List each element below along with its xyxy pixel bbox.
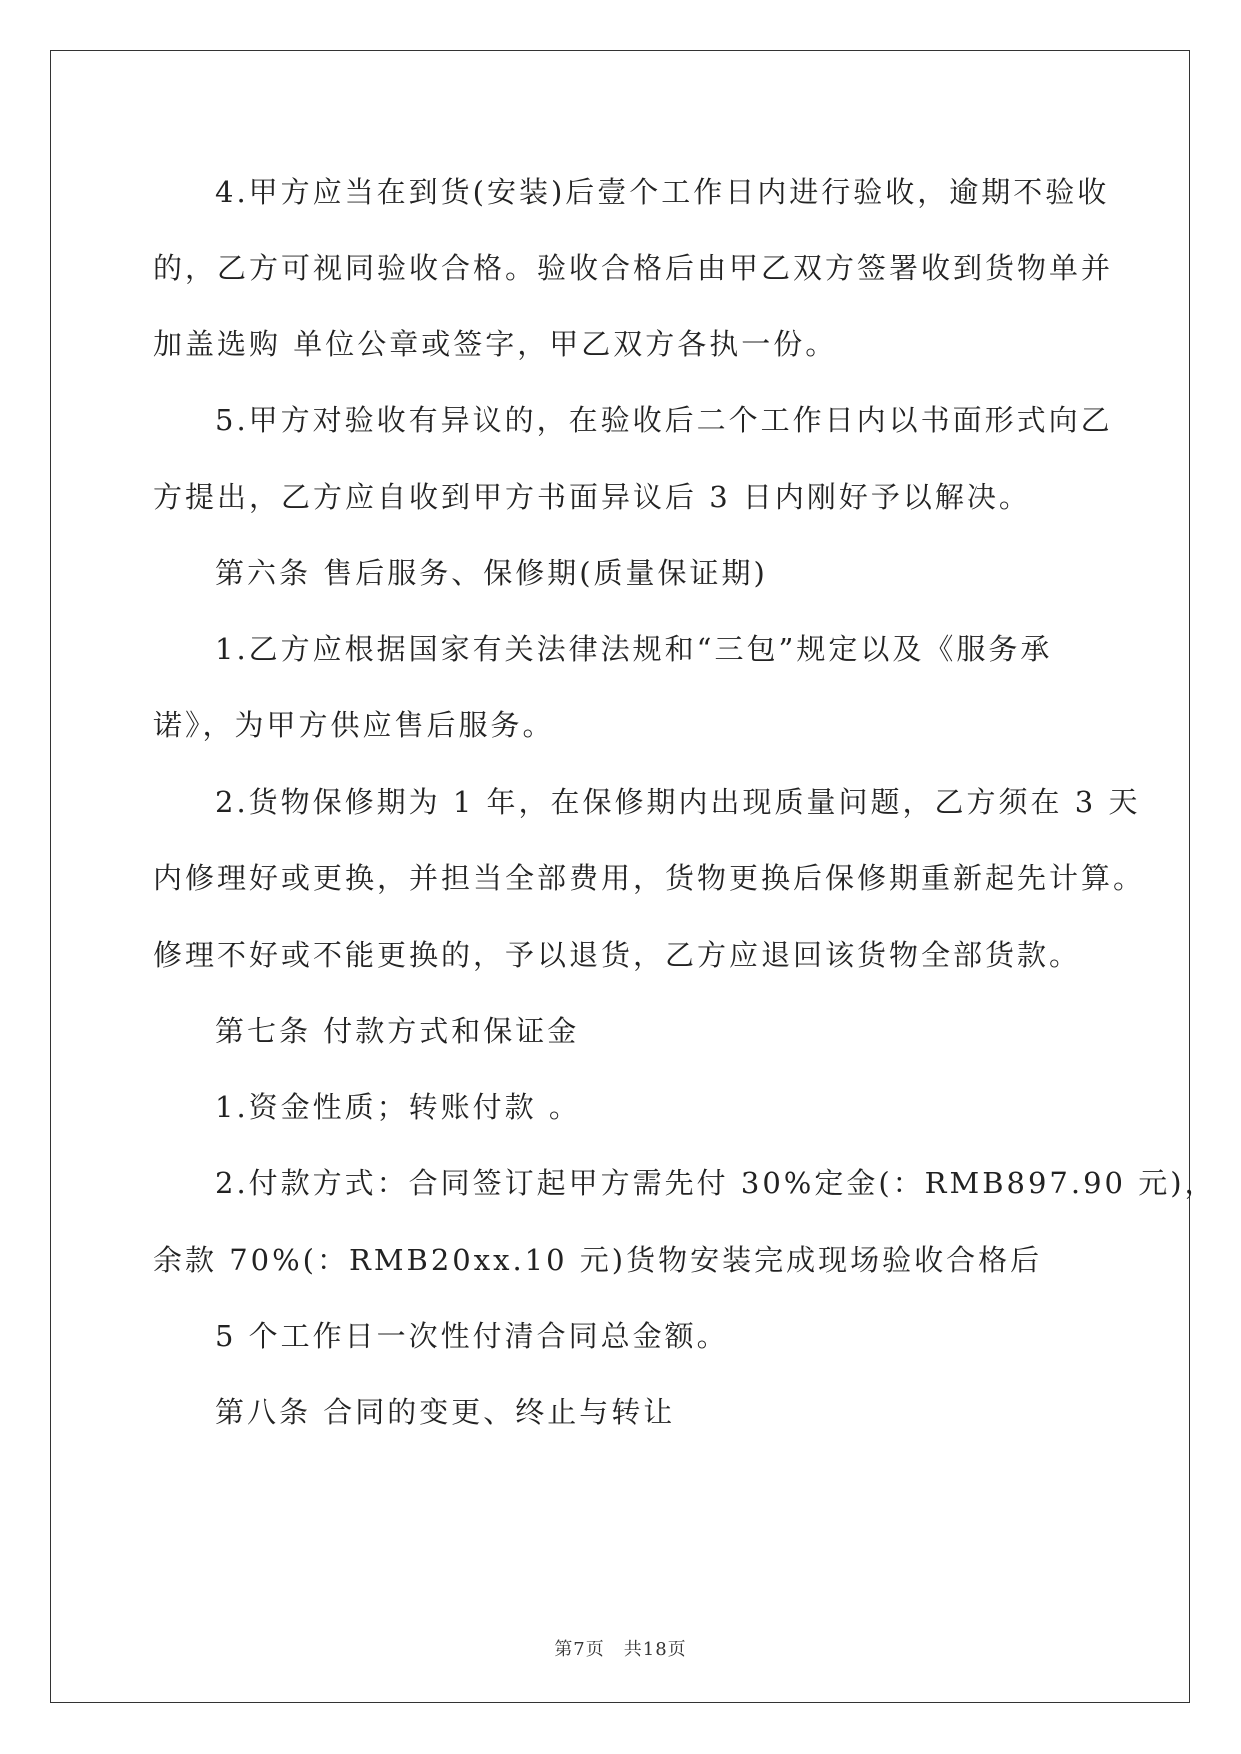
text-line-13: 1.资金性质；转账付款 。 <box>215 1090 581 1124</box>
section-heading-6: 第六条 售后服务、保修期(质量保证期) <box>215 556 768 590</box>
text-line-3: 加盖选购 单位公章或签字，甲乙双方各执一份。 <box>153 327 838 361</box>
page-number-footer: 第7页 共18页 <box>554 1639 687 1660</box>
text-line-9: 2.货物保修期为 1 年，在保修期内出现质量问题，乙方须在 3 天 <box>215 785 1141 819</box>
text-line-16: 5 个工作日一次性付清合同总金额。 <box>215 1319 729 1353</box>
text-line-11: 修理不好或不能更换的，予以退货，乙方应退回该货物全部货款。 <box>153 938 1082 972</box>
text-line-4: 5.甲方对验收有异议的，在验收后二个工作日内以书面形式向乙 <box>215 403 1113 437</box>
section-heading-8: 第八条 合同的变更、终止与转让 <box>215 1395 676 1429</box>
text-line-8: 诺》，为甲方供应售后服务。 <box>153 708 555 742</box>
text-line-10: 内修理好或更换，并担当全部费用，货物更换后保修期重新起先计算。 <box>153 861 1146 895</box>
text-line-5: 方提出，乙方应自收到甲方书面异议后 3 日内刚好予以解决。 <box>153 480 1031 514</box>
section-heading-7: 第七条 付款方式和保证金 <box>215 1014 580 1048</box>
text-line-2: 的，乙方可视同验收合格。验收合格后由甲乙双方签署收到货物单并 <box>153 251 1114 285</box>
text-line-15: 余款 70%(：RMB20xx.10 元)货物安装完成现场验收合格后 <box>153 1243 1043 1277</box>
text-line-14: 2.付款方式：合同签订起甲方需先付 30%定金(：RMB897.90 元)， <box>215 1166 1217 1200</box>
text-line-1: 4.甲方应当在到货(安装)后壹个工作日内进行验收，逾期不验收 <box>215 175 1110 209</box>
text-line-7: 1.乙方应根据国家有关法律法规和“三包”规定以及《服务承 <box>215 632 1053 666</box>
